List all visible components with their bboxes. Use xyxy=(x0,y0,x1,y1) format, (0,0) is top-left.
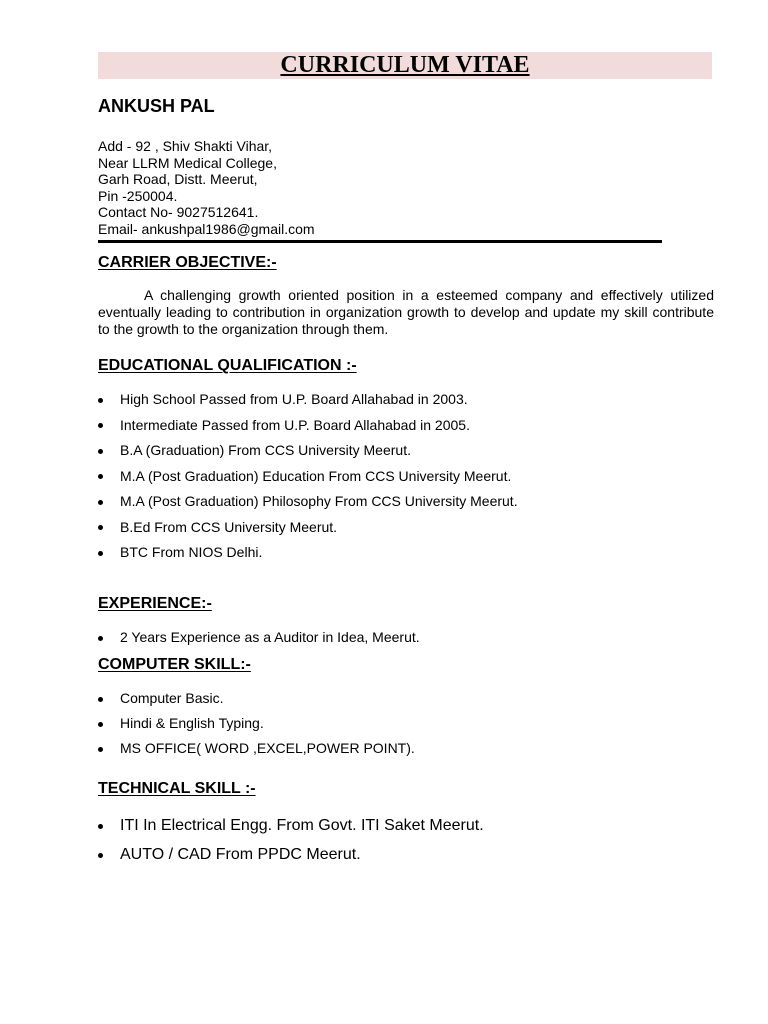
bullet-icon xyxy=(98,747,103,752)
bullet-icon xyxy=(98,423,103,428)
bullet-icon xyxy=(98,722,103,727)
bullet-icon xyxy=(98,398,103,403)
objective-text: A challenging growth oriented position in a esteemed company and effectively utilized eventually leading to contribution in organization growth to develop and update my skill contribute to the growth to the organization through them. xyxy=(98,287,714,337)
list-item: MS OFFICE( WORD ,EXCEL,POWER POINT). xyxy=(98,736,415,761)
bullet-icon xyxy=(98,474,103,479)
contact-block xyxy=(98,138,315,237)
header-divider xyxy=(98,240,662,243)
experience-heading: EXPERIENCE:- xyxy=(98,595,212,612)
computer-skill-list xyxy=(98,686,415,761)
technical-skill-heading: TECHNICAL SKILL :- xyxy=(98,780,256,797)
list-item: Hindi & English Typing. xyxy=(98,711,415,736)
address-line-3: Garh Road, Distt. Meerut, xyxy=(98,171,258,187)
email-address: Email- ankushpal1986@gmail.com xyxy=(98,220,315,237)
list-item: M.A (Post Graduation) Philosophy From CCS University Meerut. xyxy=(98,489,518,515)
bullet-icon xyxy=(98,500,103,505)
list-item: Intermediate Passed from U.P. Board Allahabad in 2005. xyxy=(98,413,518,439)
address-line-1: Add - 92 , Shiv Shakti Vihar, xyxy=(98,138,273,154)
pin-code: Pin -250004. xyxy=(98,187,178,204)
contact-number: Contact No- 9027512641. xyxy=(98,204,259,220)
bullet-icon xyxy=(98,525,103,530)
computer-skill-heading: COMPUTER SKILL:- xyxy=(98,656,251,673)
candidate-name: ANKUSH PAL xyxy=(98,96,215,116)
address-line-2: Near LLRM Medical College, xyxy=(98,154,277,171)
list-item: AUTO / CAD From PPDC Meerut. xyxy=(98,840,484,869)
bullet-icon xyxy=(98,449,103,454)
education-list xyxy=(98,387,518,566)
list-item: B.A (Graduation) From CCS University Meerut. xyxy=(98,438,518,464)
list-item: ITI In Electrical Engg. From Govt. ITI Saket Meerut. xyxy=(98,811,484,840)
document-title: CURRICULUM VITAE xyxy=(280,52,530,78)
bullet-icon xyxy=(98,551,103,556)
list-item: B.Ed From CCS University Meerut. xyxy=(98,515,518,541)
objective-heading: CARRIER OBJECTIVE:- xyxy=(98,254,277,271)
bullet-icon xyxy=(98,636,103,641)
technical-skill-list xyxy=(98,811,484,869)
list-item: Computer Basic. xyxy=(98,686,415,711)
experience-list xyxy=(98,625,420,650)
bullet-icon xyxy=(98,853,103,858)
bullet-icon xyxy=(98,697,103,702)
bullet-icon xyxy=(98,824,103,829)
list-item: High School Passed from U.P. Board Allahabad in 2003. xyxy=(98,387,518,413)
list-item: M.A (Post Graduation) Education From CCS University Meerut. xyxy=(98,464,518,490)
list-item: BTC From NIOS Delhi. xyxy=(98,540,518,566)
list-item: 2 Years Experience as a Auditor in Idea, Meerut. xyxy=(98,625,420,650)
education-heading: EDUCATIONAL QUALIFICATION :- xyxy=(98,357,357,374)
